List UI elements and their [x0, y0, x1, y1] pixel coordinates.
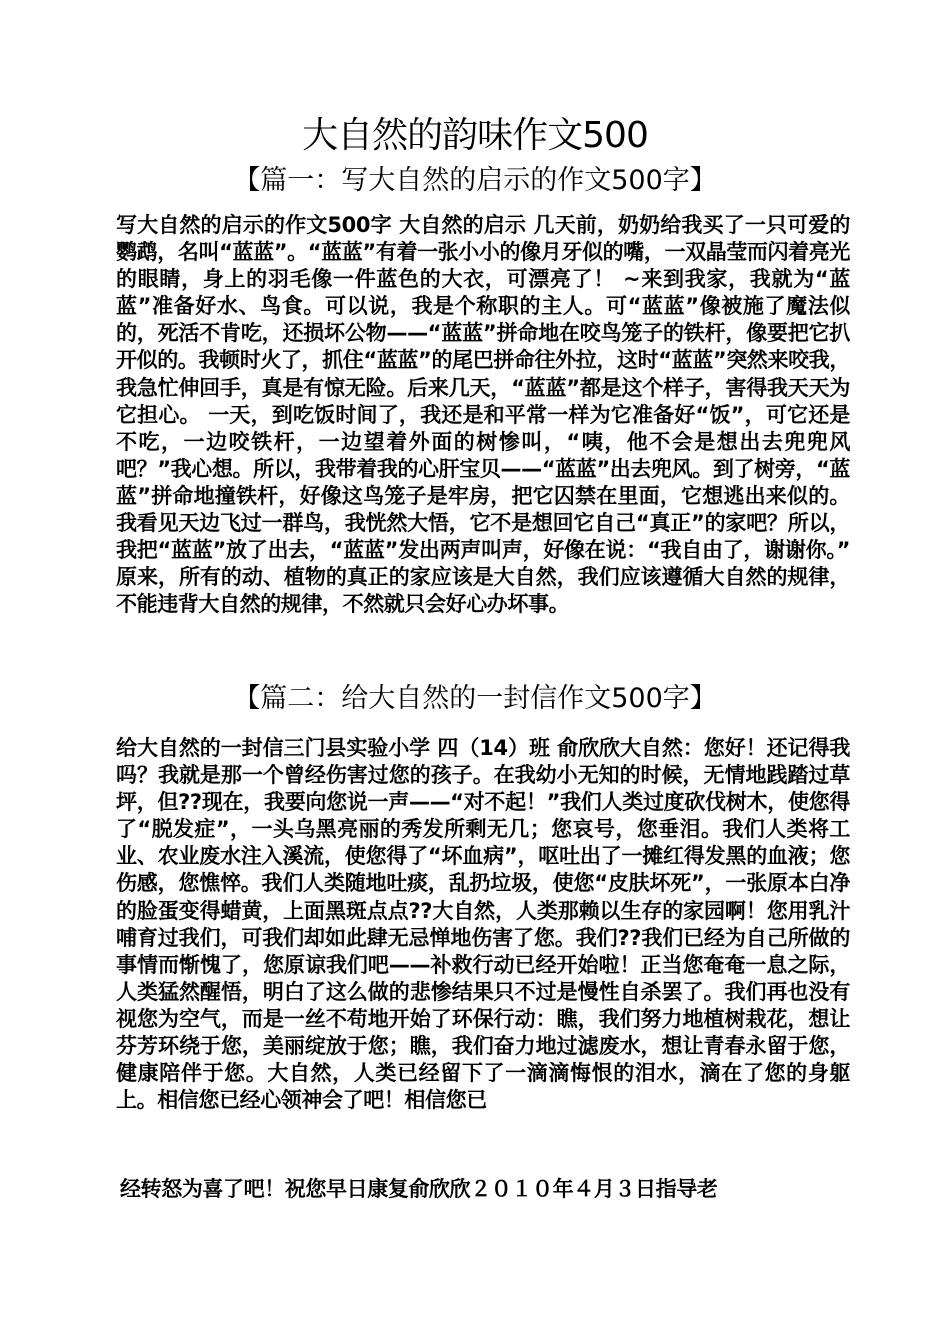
section-body-1: 写大自然的启示的作文500字 大自然的启示 几天前，奶奶给我买了一只可爱的鹦鹉，名叫“蓝蓝”。“蓝蓝”有着一张小小的像月牙似的嘴，一双晶莹而闪着亮光的眼睛，身上的羽毛像一件蓝色的大衣，可漂亮了！ ~来到我家，我就为“蓝蓝”准备好水、鸟食。可以说，我是个称职的主人。可“蓝蓝”像被施了魔法似的，死活不肯吃，还损坏公物——“蓝蓝”拼命地在咬鸟笼子的铁杆，像要把它扒开似的。我顿时火了，抓住“蓝蓝”的尾巴拼命往外拉，这时“蓝蓝”突然来咬我，我急忙伸回手，真是有惊无险。后来几天，“蓝蓝”都是这个样子，害得我天天为它担心。 一天，到吃饭时间了，我还是和平常一样为它准备好“饭”，可它还是不吃，一边咬铁杆，一边望着外面的树惨叫，“咦，他不会是想出去兜兜风吧？”我心想。所以，我带着我的心肝宝贝——“蓝蓝”出去兜风。到了树旁，“蓝蓝”拼命地撞铁杆，好像这鸟笼子是牢房，把它囚禁在里面，它想逃出来似的。我看见天边飞过一群鸟，我恍然大悟，它不是想回它自己“真正”的家吧？所以，我把“蓝蓝”放了出去，“蓝蓝”发出两声叫声，好像在说：“我自由了，谢谢你。” 原来，所有的动、植物的真正的家应该是大自然，我们应该遵循大自然的规律，不能违背大自然的规律，不然就只会好心办坏事。	[116, 213, 850, 617]
document-title: 大自然的韵味作文500	[302, 115, 648, 156]
section-heading-1: 【篇一：写大自然的启示的作文500字】	[233, 165, 717, 196]
section-heading-2: 【篇二：给大自然的一封信作文500字】	[233, 683, 717, 714]
section-body-2: 给大自然的一封信三门县实验小学 四（14）班 俞欣欣大自然：您好！还记得我吗？我就是那一个曾经伤害过您的孩子。在我幼小无知的时候，无情地践踏过草坪，但??现在，我要向您说一声——“对不起！”我们人类过度砍伐树木，使您得了“脱发症”，一头乌黑亮丽的秀发所剩无几；您哀号，您垂泪。我们人类将工业、农业废水注入溪流，使您得了“坏血病”，呕吐出了一摊红得发黑的血液；您伤感，您憔悴。我们人类随地吐痰，乱扔垃圾，使您“皮肤坏死”，一张原本白净的脸蛋变得蜡黄，上面黑斑点点??大自然，人类那赖以生存的家园啊！您用乳汁哺育过我们，可我们却如此肆无忌惮地伤害了您。我们??我们已经为自己所做的事情而惭愧了，您原谅我们吧——补救行动已经开始啦！正当您奄奄一息之际，人类猛然醒悟，明白了这么做的悲惨结果只不过是慢性自杀罢了。我们再也没有视您为空气，而是一丝不苟地开始了环保行动：瞧，我们努力地植树栽花，想让芬芳环绕于您，美丽绽放于您；瞧，我们奋力地过滤废水，想让青春永留于您，健康陪伴于您。大自然，人类已经留下了一滴滴悔恨的泪水，滴在了您的身躯上。相信您已经心领神会了吧！相信您已	[116, 736, 850, 1113]
section-body-2-tail: 经转怒为喜了吧！祝您早日康复俞欣欣２０１０年４月３日指导老	[120, 1177, 718, 1201]
